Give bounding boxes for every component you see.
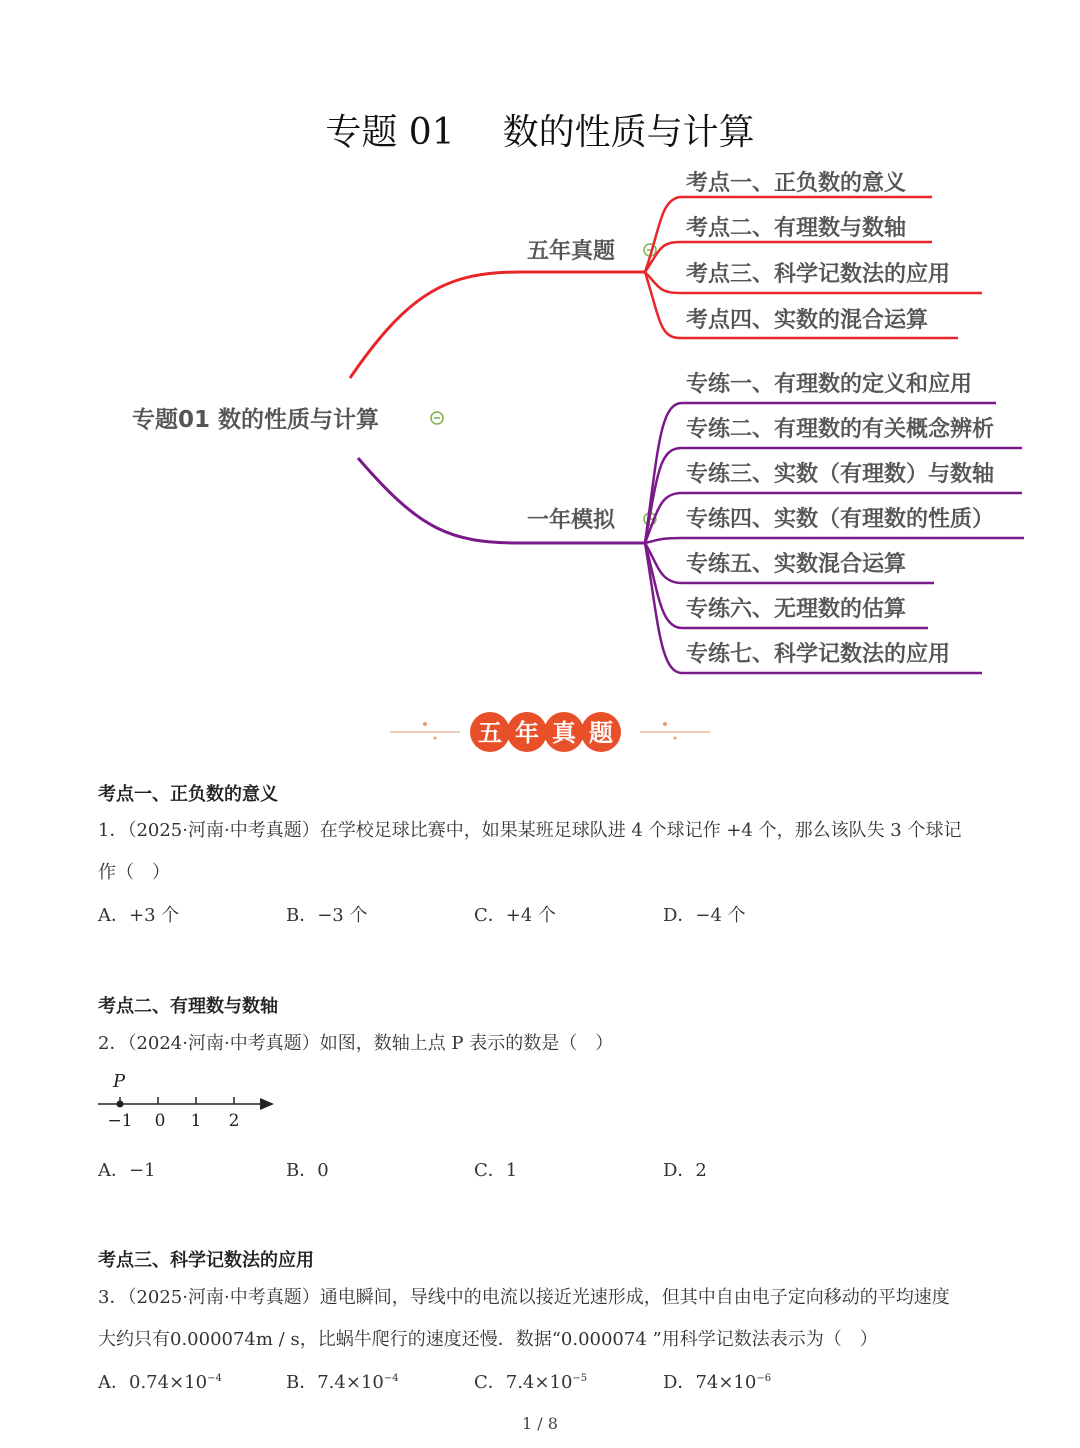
option-letter: D． (663, 1372, 696, 1393)
question-text-cont: 作（ ） (98, 862, 170, 883)
option-d[interactable]: D．2 (663, 1160, 707, 1181)
tick-label: 0 (154, 1111, 166, 1131)
tick-label: 2 (228, 1111, 240, 1131)
banner-char: 真 (552, 719, 576, 747)
mind-map (0, 150, 1080, 690)
mindmap-item: 专练一、有理数的定义和应用 (686, 372, 973, 397)
option-letter: B． (286, 1372, 318, 1393)
option-exponent: −6 (756, 1373, 772, 1384)
question-text: 3．（2025·河南·中考真题）通电瞬间，导线中的电流以接近光速形成，但其中自由电子定向移动的平均速度 (98, 1287, 950, 1308)
option-d[interactable] (663, 1368, 771, 1394)
banner-char-bubble (581, 712, 621, 752)
leaf-line (645, 538, 1024, 543)
mindmap-item: 专练六、无理数的估算 (686, 597, 907, 622)
option-base: 7.4×10 (505, 1372, 573, 1393)
banner-dot (674, 737, 677, 740)
branch-curve-red (350, 272, 645, 378)
title-main: 数的性质与计算 (502, 112, 755, 153)
option-exponent: −4 (383, 1373, 399, 1384)
banner-char: 年 (515, 719, 539, 747)
mindmap-item: 专练七、科学记数法的应用 (686, 642, 951, 667)
option-c[interactable]: C．+4 个 (474, 905, 557, 926)
option-d[interactable]: D．−4 个 (663, 905, 746, 926)
tick-label: 1 (190, 1111, 202, 1131)
branch-label-five-year: 五年真题 (527, 239, 616, 264)
banner-dot (663, 722, 667, 726)
option-letter: C． (474, 1372, 506, 1393)
option-a[interactable] (98, 1368, 222, 1394)
banner-char-bubble (544, 712, 584, 752)
section-heading: 考点二、有理数与数轴 (98, 996, 278, 1017)
point-p-dot (117, 1101, 124, 1108)
banner-dot (434, 737, 437, 740)
page-number: 1 / 8 (522, 1414, 558, 1433)
section-heading: 考点三、科学记数法的应用 (98, 1250, 314, 1271)
option-base: 0.74×10 (129, 1372, 208, 1393)
option-letter: A． (98, 1372, 129, 1393)
question-text: 1．（2025·河南·中考真题）在学校足球比赛中，如果某班足球队进 4 个球记作 +4 个，那么该队失 3 个球记 (98, 820, 962, 841)
section-heading: 考点一、正负数的意义 (98, 784, 278, 805)
mindmap-item: 专练三、实数（有理数）与数轴 (686, 462, 995, 487)
option-exponent: −4 (207, 1373, 222, 1384)
option-base: 7.4×10 (317, 1372, 384, 1393)
banner-char-bubble (470, 712, 510, 752)
option-a[interactable]: A．−1 (98, 1160, 156, 1181)
banner-char-bubble (507, 712, 547, 752)
arrow-right-icon (260, 1098, 274, 1110)
mindmap-item: 考点三、科学记数法的应用 (686, 262, 951, 287)
question-text: 2．（2024·河南·中考真题）如图，数轴上点 P 表示的数是（ ） (98, 1033, 614, 1054)
banner-dot (423, 722, 427, 726)
question-text-cont: 大约只有0.000074m / s，比蜗牛爬行的速度还慢．数据“0.000074 ”用科学记数法表示为（ ） (98, 1329, 878, 1350)
option-exponent: −5 (572, 1373, 588, 1384)
banner-char: 题 (589, 719, 613, 747)
option-a[interactable]: A．+3 个 (98, 905, 180, 926)
option-b[interactable]: B．−3 个 (286, 905, 368, 926)
mindmap-item: 专练四、实数（有理数的性质） (686, 507, 995, 532)
mindmap-root: 专题01 数的性质与计算 (132, 407, 380, 433)
mindmap-item: 专练二、有理数的有关概念辨析 (686, 417, 995, 442)
mindmap-item: 考点四、实数的混合运算 (686, 308, 929, 333)
mindmap-item: 考点二、有理数与数轴 (686, 216, 907, 241)
branch-label-one-year: 一年模拟 (527, 508, 616, 533)
option-b[interactable] (286, 1368, 399, 1394)
tick-label: −1 (107, 1111, 133, 1131)
option-base: 74×10 (695, 1372, 757, 1393)
option-b[interactable]: B．0 (286, 1160, 329, 1181)
option-c[interactable]: C．1 (474, 1160, 518, 1181)
page-title (0, 104, 1080, 155)
number-line (94, 1068, 284, 1134)
option-c[interactable] (474, 1368, 587, 1394)
title-prefix: 专题 01 (325, 112, 455, 153)
five-year-banner (380, 702, 720, 762)
point-label: P (113, 1071, 126, 1092)
mindmap-item: 考点一、正负数的意义 (686, 171, 907, 196)
banner-char: 五 (478, 719, 502, 747)
mindmap-item: 专练五、实数混合运算 (686, 552, 907, 577)
